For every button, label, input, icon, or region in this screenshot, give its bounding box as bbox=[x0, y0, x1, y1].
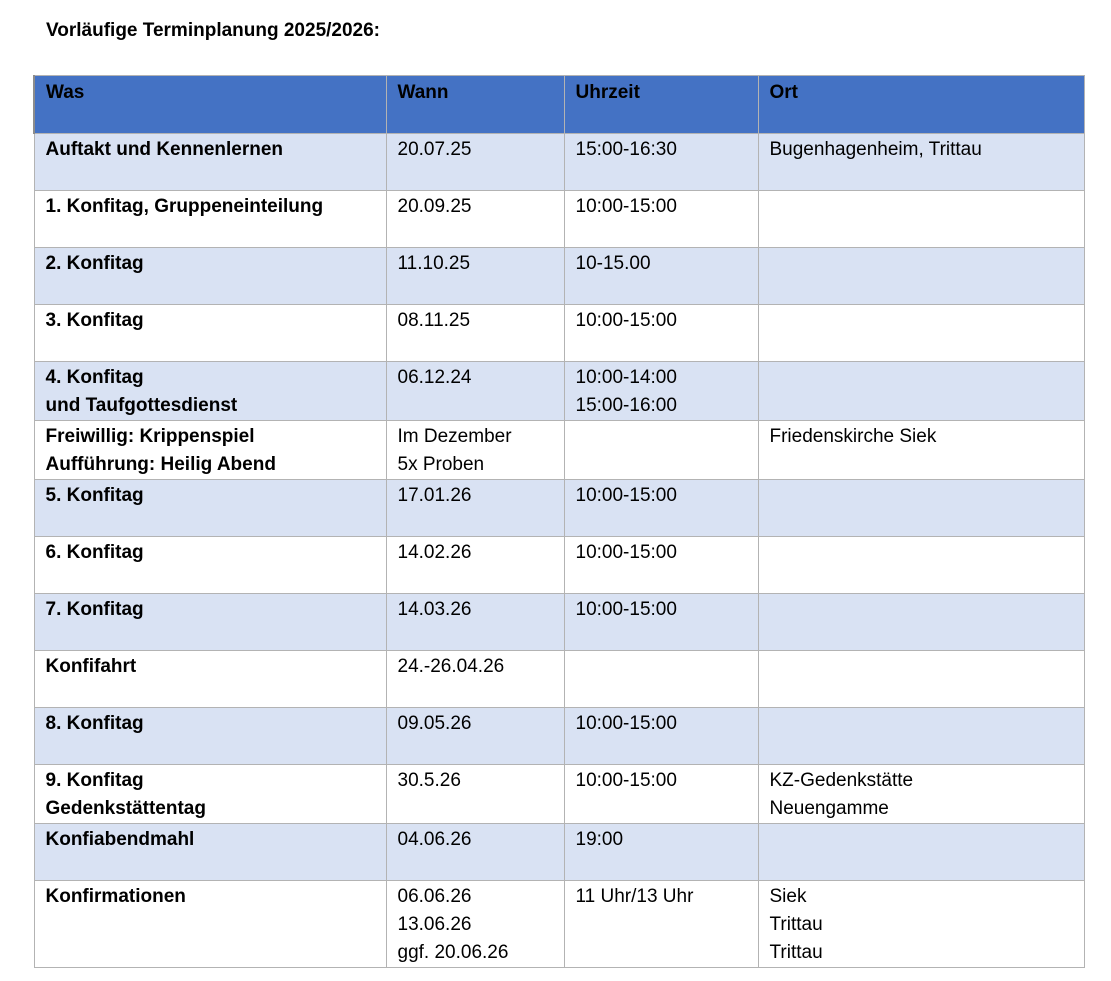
cell-wann-line: Im Dezember bbox=[397, 426, 512, 447]
header-was: Was bbox=[34, 76, 386, 134]
header-ort: Ort bbox=[758, 76, 1084, 134]
cell-was-line: Aufführung: Heilig Abend bbox=[45, 454, 276, 475]
cell-wann bbox=[386, 480, 564, 537]
cell-wann-line: 24.-26.04.26 bbox=[397, 656, 505, 677]
cell-uhrzeit-line: 19:00 bbox=[575, 829, 624, 850]
table-row bbox=[34, 248, 1084, 305]
cell-uhrzeit bbox=[564, 421, 758, 480]
cell-ort-line: Friedenskirche Siek bbox=[769, 426, 937, 447]
table-row bbox=[34, 480, 1084, 537]
cell-ort-line: Trittau bbox=[769, 942, 823, 963]
cell-was bbox=[34, 881, 386, 968]
cell-wann bbox=[386, 191, 564, 248]
table-body bbox=[34, 134, 1084, 968]
cell-was bbox=[34, 594, 386, 651]
cell-ort bbox=[758, 765, 1084, 824]
cell-was bbox=[34, 708, 386, 765]
cell-ort bbox=[758, 824, 1084, 881]
cell-was-line: 5. Konfitag bbox=[45, 485, 144, 506]
cell-ort bbox=[758, 594, 1084, 651]
cell-wann-line: 08.11.25 bbox=[397, 310, 471, 331]
table-header-row bbox=[34, 76, 1084, 134]
cell-was-line: Gedenkstättentag bbox=[45, 798, 206, 819]
cell-uhrzeit bbox=[564, 480, 758, 537]
cell-was bbox=[34, 824, 386, 881]
cell-uhrzeit-line: 10:00-14:00 bbox=[575, 367, 677, 388]
cell-was-line: und Taufgottesdienst bbox=[45, 395, 238, 416]
cell-was-line: 4. Konfitag bbox=[45, 367, 144, 388]
table-row bbox=[34, 708, 1084, 765]
cell-wann bbox=[386, 881, 564, 968]
cell-was-line: 1. Konfitag, Gruppeneinteilung bbox=[45, 196, 324, 217]
table-row bbox=[34, 594, 1084, 651]
cell-wann bbox=[386, 134, 564, 191]
cell-was-line: Auftakt und Kennenlernen bbox=[45, 139, 284, 160]
cell-uhrzeit bbox=[564, 824, 758, 881]
cell-wann-line: 20.07.25 bbox=[397, 139, 472, 160]
cell-was bbox=[34, 248, 386, 305]
header-wann: Wann bbox=[386, 76, 564, 134]
cell-wann-line: 11.10.25 bbox=[397, 253, 471, 274]
cell-uhrzeit-line: 10:00-15:00 bbox=[575, 196, 677, 217]
cell-was-line: 8. Konfitag bbox=[45, 713, 144, 734]
cell-was-line: Konfiabendmahl bbox=[45, 829, 195, 850]
cell-wann-line: 5x Proben bbox=[397, 454, 485, 475]
cell-wann-line: 06.06.26 bbox=[397, 886, 472, 907]
cell-uhrzeit-line: 11 Uhr/13 Uhr bbox=[575, 886, 694, 907]
cell-uhrzeit bbox=[564, 362, 758, 421]
cell-wann bbox=[386, 537, 564, 594]
cell-wann-line: 17.01.26 bbox=[397, 485, 472, 506]
schedule-table bbox=[33, 75, 1085, 968]
cell-ort bbox=[758, 191, 1084, 248]
header-uhrzeit: Uhrzeit bbox=[564, 76, 758, 134]
cell-was-line: Freiwillig: Krippenspiel bbox=[45, 426, 255, 447]
cell-wann-line: 13.06.26 bbox=[397, 914, 472, 935]
cell-ort bbox=[758, 305, 1084, 362]
table-row bbox=[34, 362, 1084, 421]
cell-was-line: Konfirmationen bbox=[45, 886, 186, 907]
cell-uhrzeit bbox=[564, 134, 758, 191]
cell-uhrzeit bbox=[564, 248, 758, 305]
table-row bbox=[34, 305, 1084, 362]
cell-ort bbox=[758, 421, 1084, 480]
cell-wann bbox=[386, 305, 564, 362]
cell-ort-line: KZ-Gedenkstätte bbox=[769, 770, 914, 791]
cell-uhrzeit-line: 10-15.00 bbox=[575, 253, 651, 274]
cell-uhrzeit bbox=[564, 537, 758, 594]
cell-uhrzeit-line: 15:00-16:30 bbox=[575, 139, 677, 160]
cell-uhrzeit-line: 10:00-15:00 bbox=[575, 599, 677, 620]
cell-wann bbox=[386, 248, 564, 305]
cell-was bbox=[34, 537, 386, 594]
table-row bbox=[34, 651, 1084, 708]
cell-ort bbox=[758, 881, 1084, 968]
cell-was bbox=[34, 134, 386, 191]
cell-uhrzeit bbox=[564, 191, 758, 248]
cell-wann bbox=[386, 708, 564, 765]
cell-wann-line: 30.5.26 bbox=[397, 770, 461, 791]
cell-was-line: 6. Konfitag bbox=[45, 542, 144, 563]
cell-ort bbox=[758, 362, 1084, 421]
cell-wann-line: 20.09.25 bbox=[397, 196, 472, 217]
cell-was bbox=[34, 651, 386, 708]
table-row bbox=[34, 881, 1084, 968]
cell-was bbox=[34, 362, 386, 421]
cell-was bbox=[34, 421, 386, 480]
cell-was bbox=[34, 480, 386, 537]
cell-uhrzeit-line: 10:00-15:00 bbox=[575, 310, 677, 331]
cell-uhrzeit-line: 10:00-15:00 bbox=[575, 542, 677, 563]
cell-uhrzeit-line: 10:00-15:00 bbox=[575, 485, 677, 506]
table-row bbox=[34, 765, 1084, 824]
table-row bbox=[34, 134, 1084, 191]
cell-wann-line: 06.12.24 bbox=[397, 367, 472, 388]
cell-wann bbox=[386, 421, 564, 480]
cell-wann-line: ggf. 20.06.26 bbox=[397, 942, 509, 963]
cell-wann-line: 04.06.26 bbox=[397, 829, 472, 850]
cell-was bbox=[34, 191, 386, 248]
cell-uhrzeit-line: 10:00-15:00 bbox=[575, 713, 677, 734]
cell-ort bbox=[758, 248, 1084, 305]
table-row bbox=[34, 421, 1084, 480]
cell-uhrzeit bbox=[564, 651, 758, 708]
cell-ort bbox=[758, 537, 1084, 594]
cell-ort bbox=[758, 708, 1084, 765]
cell-ort-line: Siek bbox=[769, 886, 807, 907]
cell-was-line: 3. Konfitag bbox=[45, 310, 144, 331]
table-row bbox=[34, 537, 1084, 594]
cell-ort bbox=[758, 651, 1084, 708]
table-row bbox=[34, 191, 1084, 248]
cell-ort bbox=[758, 134, 1084, 191]
cell-uhrzeit-line: 15:00-16:00 bbox=[575, 395, 677, 416]
cell-ort bbox=[758, 480, 1084, 537]
cell-ort-line: Bugenhagenheim, Trittau bbox=[769, 139, 982, 160]
cell-uhrzeit-line: 10:00-15:00 bbox=[575, 770, 677, 791]
cell-uhrzeit bbox=[564, 305, 758, 362]
cell-wann-line: 09.05.26 bbox=[397, 713, 472, 734]
cell-uhrzeit bbox=[564, 594, 758, 651]
cell-was bbox=[34, 765, 386, 824]
cell-was-line: 7. Konfitag bbox=[45, 599, 144, 620]
table-row bbox=[34, 824, 1084, 881]
cell-was-line: Konfifahrt bbox=[45, 656, 137, 677]
cell-was-line: 2. Konfitag bbox=[45, 253, 144, 274]
cell-was bbox=[34, 305, 386, 362]
cell-wann-line: 14.02.26 bbox=[397, 542, 472, 563]
cell-uhrzeit bbox=[564, 881, 758, 968]
cell-wann bbox=[386, 824, 564, 881]
cell-ort-line: Trittau bbox=[769, 914, 823, 935]
cell-ort-line: Neuengamme bbox=[769, 798, 889, 819]
cell-was-line: 9. Konfitag bbox=[45, 770, 144, 791]
cell-wann bbox=[386, 594, 564, 651]
page-title: Vorläufige Terminplanung 2025/2026: bbox=[46, 20, 381, 41]
cell-uhrzeit bbox=[564, 708, 758, 765]
cell-wann-line: 14.03.26 bbox=[397, 599, 472, 620]
cell-wann bbox=[386, 362, 564, 421]
cell-wann bbox=[386, 651, 564, 708]
cell-uhrzeit bbox=[564, 765, 758, 824]
cell-wann bbox=[386, 765, 564, 824]
